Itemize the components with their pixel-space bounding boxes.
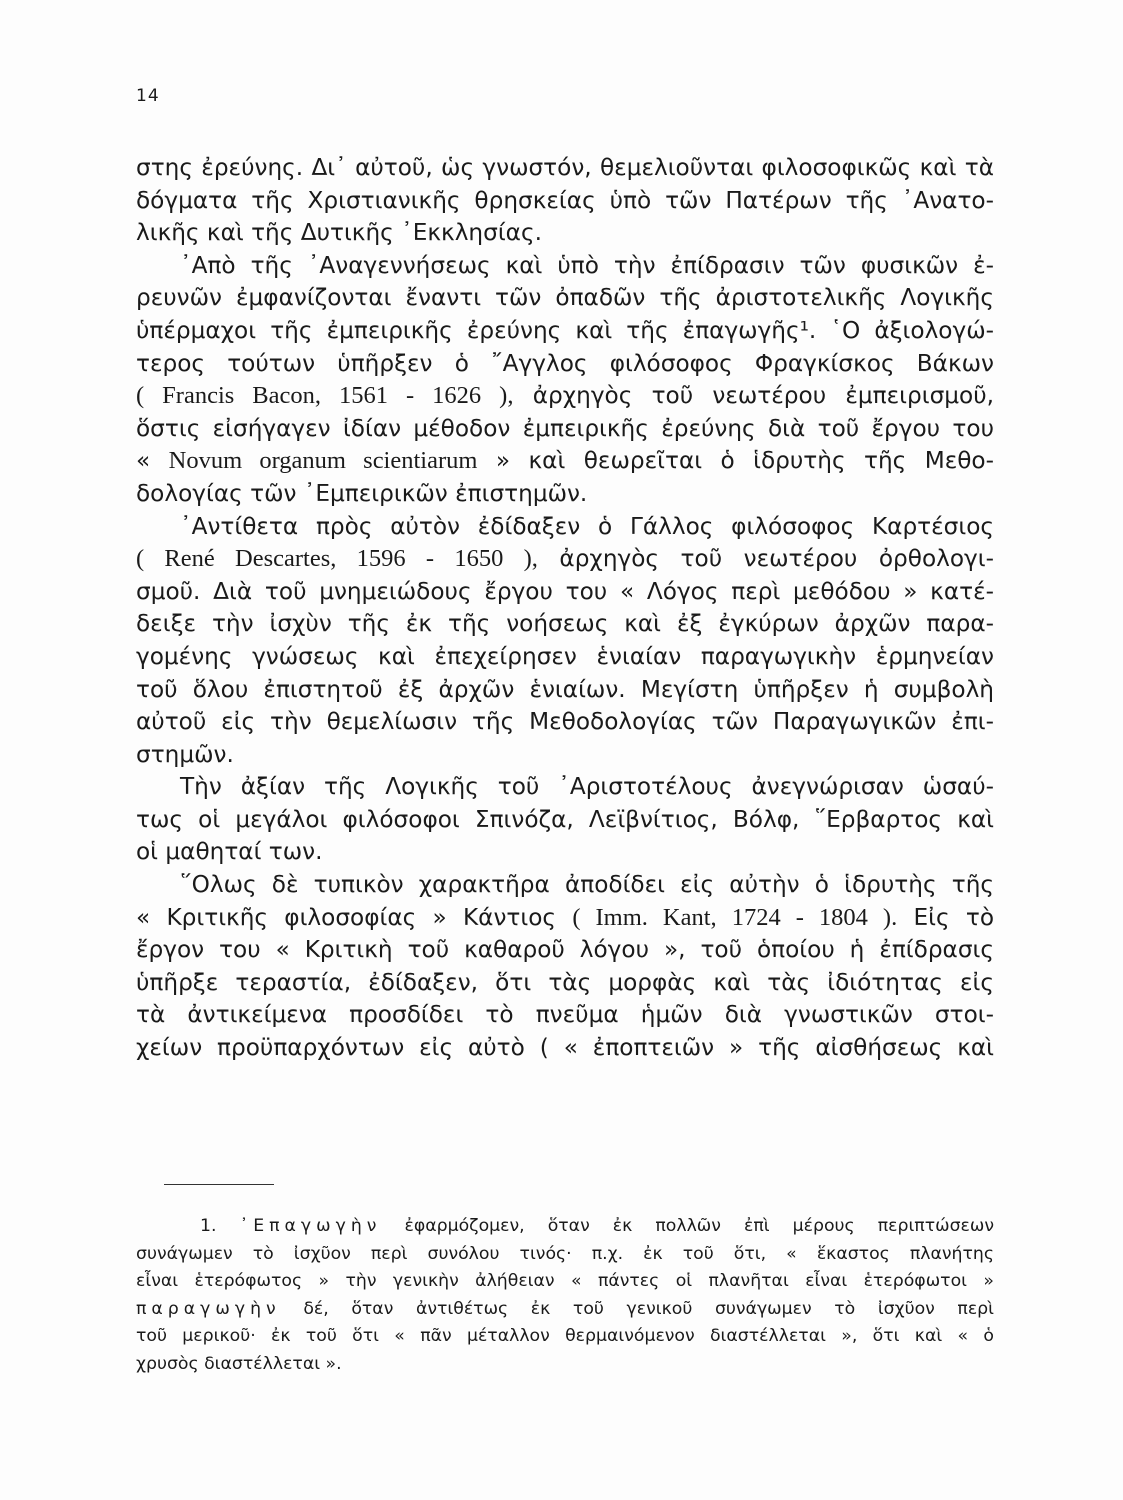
- text-line: σμοῦ. Διὰ τοῦ μνημειώδους ἔργου του « Λόγος περὶ μεθόδου » κατέ-: [136, 577, 994, 605]
- text-line: οἱ μαθηταί των.: [136, 838, 323, 866]
- footnote-line: χρυσὸς διαστέλλεται ».: [136, 1353, 342, 1374]
- text-segment: ἀρχηγὸς τοῦ νεωτέρου ὀρθολογι-: [559, 545, 994, 573]
- text-segment: Εἰς τὸ: [913, 903, 995, 931]
- quote-close: »: [495, 447, 511, 475]
- text-line: δόγματα τῆς Χριστιανικῆς θρησκείας ὑπὸ τῶν Πατέρων τῆς ᾽Ανατο-: [136, 186, 994, 214]
- text-line: χείων προϋπαρχόντων εἰς αὐτὸ ( « ἐποπτειῶν » τῆς αἰσθήσεως καὶ: [136, 1034, 994, 1062]
- text-segment: ἐφαρμόζομεν, ὅταν ἐκ πολλῶν ἐπὶ μέρους περιπτώσεων: [404, 1216, 994, 1236]
- text-line: δολογίας τῶν ᾽Εμπειρικῶν ἐπιστημῶν.: [136, 479, 588, 507]
- text-line: [136, 380, 994, 413]
- text-line: Τὴν ἀξίαν τῆς Λογικῆς τοῦ ᾽Αριστοτέλους ἀνεγνώρισαν ὡσαύ-: [180, 773, 994, 801]
- text-line: ρευνῶν ἐμφανίζονται ἔναντι τῶν ὀπαδῶν τῆς ἀριστοτελικῆς Λογικῆς: [136, 284, 994, 312]
- text-segment: « Κριτικῆς φιλοσοφίας » Κάντιος: [136, 903, 557, 931]
- text-line: [136, 902, 994, 935]
- text-line: ᾽Απὸ τῆς ᾽Αναγεννήσεως καὶ ὑπὸ τὴν ἐπίδρασιν τῶν φυσικῶν ἐ-: [180, 251, 994, 279]
- text-line: λικῆς καὶ τῆς Δυτικῆς ᾽Εκκλησίας.: [136, 219, 542, 247]
- text-line: αὐτοῦ εἰς τὴν θεμελίωσιν τῆς Μεθοδολογίας τῶν Παραγωγικῶν ἐπι-: [136, 708, 994, 736]
- footnote-line: εἶναι ἑτερόφωτος » τὴν γενικὴν ἀλήθειαν « πάντες οἱ πλανῆται εἶναι ἑτερόφωτοι »: [136, 1271, 994, 1291]
- text-line: στης ἐρεύνης. Δι᾽ αὐτοῦ, ὡς γνωστόν, θεμελιοῦνται φιλοσοφικῶς καὶ τὰ: [136, 154, 994, 181]
- text-line: ὅστις εἰσήγαγεν ἰδίαν μέθοδον ἐμπειρικῆς ἐρεύνης διὰ τοῦ ἔργου του: [136, 414, 994, 442]
- text-line: τως οἱ μεγάλοι φιλόσοφοι Σπινόζα, Λεϊβνίτιος, Βόλφ, ῞Ερβαρτος καὶ: [136, 805, 994, 833]
- text-line: τερος τούτων ὑπῆρξεν ὁ ῎Αγγλος φιλόσοφος Φραγκίσκος Βάκων: [136, 349, 994, 377]
- latin-citation: ( Imm. Kant, 1724 - 1804 ).: [572, 903, 898, 931]
- main-text: [136, 152, 994, 1065]
- text-segment: ἀρχηγὸς τοῦ νεωτέρου ἐμπειρισμοῦ,: [532, 382, 994, 410]
- footnote-line: τοῦ μερικοῦ· ἐκ τοῦ ὅτι « πᾶν μέταλλον θερμαινόμενον διαστέλλεται », ὅτι καὶ « ὁ: [136, 1326, 994, 1346]
- footnote-term: παραγωγὴν: [136, 1298, 281, 1319]
- text-line: ᾽Αντίθετα πρὸς αὐτὸν ἐδίδαξεν ὁ Γάλλος φιλόσοφος Καρτέσιος: [180, 512, 994, 540]
- text-line: [136, 543, 994, 576]
- quote-open: «: [136, 447, 151, 475]
- text-line: στημῶν.: [136, 740, 234, 768]
- footnote-marker: 1.: [200, 1216, 217, 1236]
- footnote: [136, 1213, 994, 1378]
- text-line: τοῦ ὅλου ἐπιστητοῦ ἐξ ἀρχῶν ἑνιαίων. Μεγίστη ὑπῆρξεν ἡ συμβολὴ: [136, 675, 994, 703]
- text-line: ὑπέρμαχοι τῆς ἐμπειρικῆς ἐρεύνης καὶ τῆς ἐπαγωγῆς¹. ῾Ο ἀξιολογώ-: [136, 316, 994, 344]
- footnote-line: συνάγωμεν τὸ ἰσχῦον περὶ συνόλου τινός· π.χ. ἐκ τοῦ ὅτι, « ἕκαστος πλανήτης: [136, 1243, 994, 1264]
- page-number: 14: [136, 86, 160, 106]
- text-line: ῞Ολως δὲ τυπικὸν χαρακτῆρα ἀποδίδει εἰς αὐτὴν ὁ ἱδρυτὴς τῆς: [180, 871, 994, 899]
- text-line: ἔργον του « Κριτικὴ τοῦ καθαροῦ λόγου », τοῦ ὁποίου ἡ ἐπίδρασις: [136, 936, 994, 964]
- text-line: [136, 445, 994, 478]
- footnote-line: [136, 1296, 994, 1324]
- text-segment: καὶ θεωρεῖται ὁ ἱδρυτὴς τῆς Μεθο-: [528, 447, 994, 475]
- text-line: ὑπῆρξε τεραστία, ἐδίδαξεν, ὅτι τὰς μορφὰς καὶ τὰς ἰδιότητας εἰς: [136, 968, 994, 996]
- footnote-divider: [164, 1184, 274, 1185]
- text-line: τὰ ἀντικείμενα προσδίδει τὸ πνεῦμα ἡμῶν διὰ γνωστικῶν στοι-: [136, 1001, 994, 1029]
- text-segment: δέ, ὅταν ἀντιθέτως ἐκ τοῦ γενικοῦ συνάγωμεν τὸ ἰσχῦον περὶ: [303, 1298, 994, 1319]
- latin-citation: ( René Descartes, 1596 - 1650 ),: [136, 545, 538, 573]
- footnote-term: ᾽Επαγωγὴν: [239, 1216, 382, 1236]
- text-line: δειξε τὴν ἰσχὺν τῆς ἐκ τῆς νοήσεως καὶ ἐξ ἐγκύρων ἀρχῶν παρα-: [136, 610, 994, 638]
- text-line: γομένης γνώσεως καὶ ἐπεχείρησεν ἑνιαίαν παραγωγικὴν ἑρμηνείαν: [136, 642, 994, 670]
- footnote-line: [136, 1213, 994, 1241]
- latin-title: Novum organum scientiarum: [168, 447, 478, 475]
- latin-citation: ( Francis Bacon, 1561 - 1626 ),: [136, 382, 514, 410]
